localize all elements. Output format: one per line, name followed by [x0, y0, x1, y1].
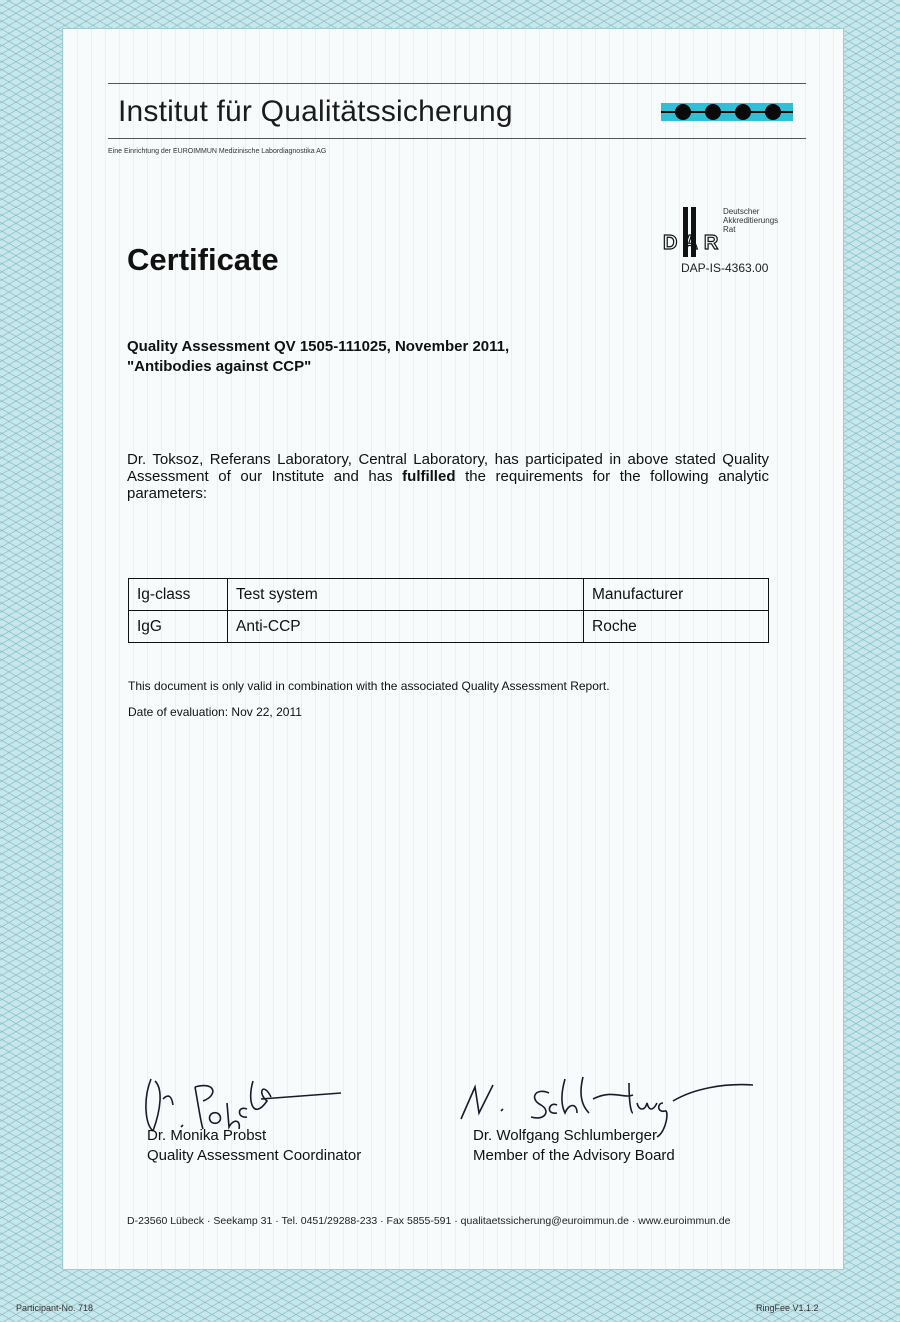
accreditation-number: DAP-IS-4363.00 [681, 261, 769, 275]
table-header-row [129, 579, 769, 611]
certificate-sheet [62, 28, 844, 1270]
parameters-table [128, 578, 769, 643]
participation-statement: Dr. Toksoz, Referans Laboratory, Central Laboratory, has participated in above stated Quality Assessment of our Institute and has fulfilled the requirements for the following analytic parameters: [127, 451, 769, 502]
validity-note: This document is only valid in combination with the associated Quality Assessment Report. [128, 679, 610, 693]
header-test-system: Test system [228, 579, 584, 611]
svg-text:DAR: DAR [663, 232, 725, 254]
cell-ig-class: IgG [129, 611, 228, 643]
euroimmun-logo [661, 103, 793, 121]
signature-block-right [473, 1126, 675, 1166]
institute-name: Institut für Qualitätssicherung [118, 95, 513, 128]
institute-subtitle: Eine Einrichtung der EUROIMMUN Medizinische Labordiagnostika AG [108, 148, 327, 155]
signer-name-right: Dr. Wolfgang Schlumberger [473, 1127, 657, 1144]
table-row [129, 611, 769, 643]
signature-block-left [147, 1126, 361, 1166]
certificate-title: Certificate [127, 242, 279, 277]
footer-address: D-23560 Lübeck · Seekamp 31 · Tel. 0451/29288-233 · Fax 5855-591 · qualitaetssicherung@euroimmun.de · www.euroimmun.de [127, 1215, 731, 1227]
header-ig-class: Ig-class [129, 579, 228, 611]
form-version: RingFee V1.1.2 [756, 1303, 819, 1313]
header-bottom-rule [108, 138, 806, 139]
header-top-rule [108, 83, 806, 84]
qa-line-2: "Antibodies against CCP" [127, 358, 312, 375]
header-manufacturer: Manufacturer [584, 579, 769, 611]
signer-role-right: Member of the Advisory Board [473, 1147, 675, 1164]
cell-test-system: Anti-CCP [228, 611, 584, 643]
evaluation-date: Date of evaluation: Nov 22, 2011 [128, 705, 302, 719]
dar-logo-text: Deutscher Akkreditierungs Rat [723, 207, 779, 234]
signer-role-left: Quality Assessment Coordinator [147, 1147, 362, 1164]
qa-line-1: Quality Assessment QV 1505-111025, November 2011, [127, 338, 510, 355]
participant-number: Participant-No. 718 [16, 1303, 94, 1313]
quality-assessment-title [127, 337, 509, 377]
cell-manufacturer: Roche [584, 611, 769, 643]
signer-name-left: Dr. Monika Probst [147, 1127, 267, 1144]
